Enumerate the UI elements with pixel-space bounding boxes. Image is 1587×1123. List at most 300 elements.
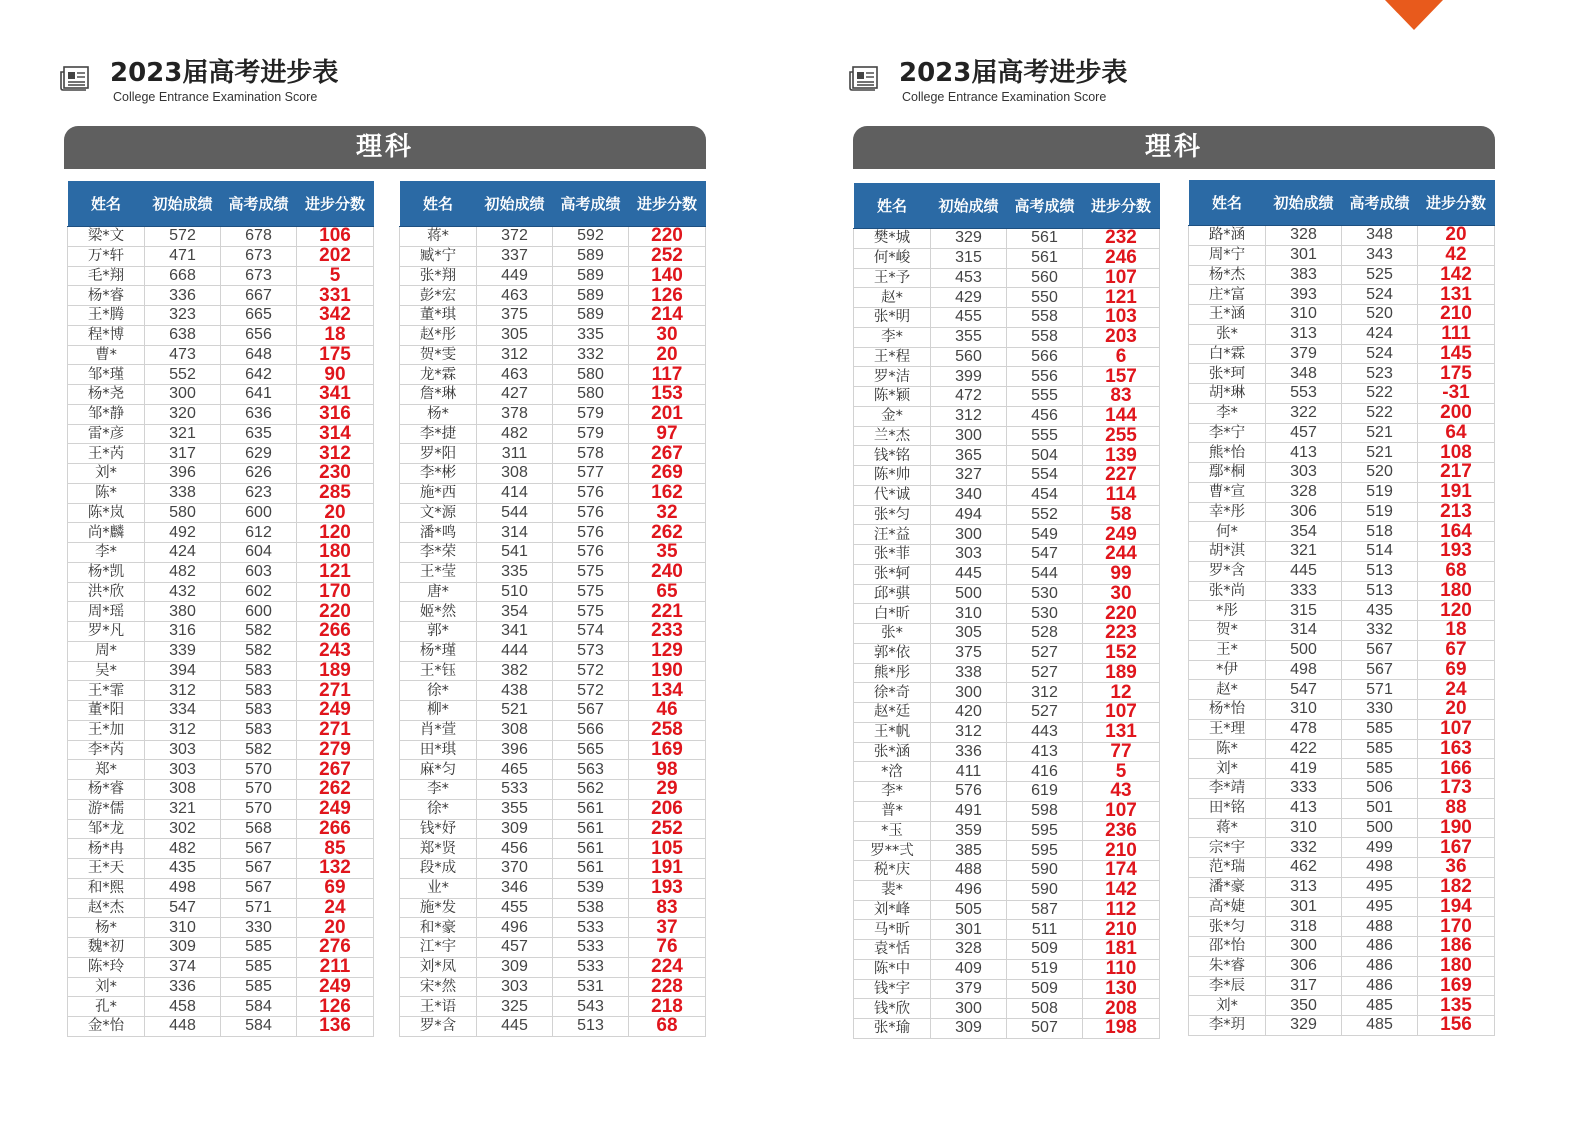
- exam-score: 580: [553, 365, 629, 385]
- exam-score: 648: [221, 345, 297, 365]
- table-row: [68, 543, 374, 563]
- table-row: [1189, 226, 1495, 246]
- table-row: [1189, 423, 1495, 443]
- exam-score: 508: [1007, 999, 1083, 1019]
- student-name: 杨*瑾: [400, 641, 477, 661]
- initial-score: 455: [477, 898, 553, 918]
- gain-score: 342: [297, 306, 374, 326]
- gain-score: 142: [1083, 880, 1160, 900]
- exam-score: 575: [553, 562, 629, 582]
- exam-score: 579: [553, 404, 629, 424]
- exam-score: 561: [1007, 248, 1083, 268]
- gain-score: 193: [1418, 542, 1495, 562]
- initial-score: 553: [1266, 384, 1342, 404]
- gain-score: 341: [297, 385, 374, 405]
- student-name: 白*霖: [1189, 344, 1266, 364]
- student-name: *浛: [854, 762, 931, 782]
- exam-score: 612: [221, 523, 297, 543]
- exam-score: 566: [553, 720, 629, 740]
- table-row: [68, 246, 374, 266]
- gain-score: 18: [1418, 621, 1495, 641]
- student-name: 李*辰: [1189, 976, 1266, 996]
- student-name: 刘*: [68, 464, 145, 484]
- exam-score: 574: [553, 622, 629, 642]
- student-name: 罗*洁: [854, 367, 931, 387]
- initial-score: 419: [1266, 759, 1342, 779]
- table-row: [1189, 779, 1495, 799]
- gain-score: 217: [1418, 463, 1495, 483]
- gain-score: 130: [1083, 979, 1160, 999]
- student-name: 杨*尧: [68, 385, 145, 405]
- gain-score: 144: [1083, 406, 1160, 426]
- exam-score: 519: [1342, 482, 1418, 502]
- initial-score: 393: [1266, 285, 1342, 305]
- gain-score: 46: [629, 701, 706, 721]
- initial-score: 313: [1266, 877, 1342, 897]
- initial-score: 500: [1266, 640, 1342, 660]
- gain-score: 244: [1083, 545, 1160, 565]
- initial-score: 365: [931, 446, 1007, 466]
- initial-score: 396: [477, 740, 553, 760]
- student-name: 王*天: [68, 859, 145, 879]
- gain-score: 132: [297, 859, 374, 879]
- table-row: [854, 722, 1160, 742]
- student-name: 洪*欣: [68, 582, 145, 602]
- exam-score: 533: [553, 957, 629, 977]
- student-name: 朱*睿: [1189, 956, 1266, 976]
- student-name: 刘*峰: [854, 900, 931, 920]
- initial-score: 348: [1266, 364, 1342, 384]
- table-row: [1189, 937, 1495, 957]
- initial-score: 312: [145, 681, 221, 701]
- initial-score: 427: [477, 385, 553, 405]
- gain-score: 266: [297, 819, 374, 839]
- document-icon: [60, 65, 90, 91]
- gain-score: 103: [1083, 308, 1160, 328]
- exam-score: 520: [1342, 305, 1418, 325]
- student-name: 何*峻: [854, 248, 931, 268]
- exam-score: 567: [221, 859, 297, 879]
- gain-score: 220: [1083, 604, 1160, 624]
- table-row: [68, 503, 374, 523]
- table-row: [854, 288, 1160, 308]
- initial-score: 374: [145, 957, 221, 977]
- student-name: 王*霏: [68, 681, 145, 701]
- initial-score: 457: [477, 938, 553, 958]
- gain-score: 108: [1418, 443, 1495, 463]
- exam-score: 509: [1007, 979, 1083, 999]
- table-row: [1189, 482, 1495, 502]
- exam-score: 561: [1007, 229, 1083, 249]
- table-row: [1189, 324, 1495, 344]
- student-name: 吴*: [68, 661, 145, 681]
- gain-score: 167: [1418, 838, 1495, 858]
- student-name: 白*昕: [854, 604, 931, 624]
- initial-score: 471: [145, 246, 221, 266]
- initial-score: 327: [931, 466, 1007, 486]
- table-row: [400, 641, 706, 661]
- exam-score: 563: [553, 760, 629, 780]
- initial-score: 339: [145, 641, 221, 661]
- exam-score: 530: [1007, 584, 1083, 604]
- table-row: [400, 306, 706, 326]
- exam-score: 576: [553, 483, 629, 503]
- exam-score: 595: [1007, 821, 1083, 841]
- initial-score: 552: [145, 365, 221, 385]
- initial-score: 338: [931, 663, 1007, 683]
- table-row: [400, 286, 706, 306]
- initial-score: 396: [145, 464, 221, 484]
- gain-score: 208: [1083, 999, 1160, 1019]
- initial-score: 310: [1266, 818, 1342, 838]
- exam-score: 566: [1007, 347, 1083, 367]
- student-name: 熊*彤: [854, 663, 931, 683]
- table-row: [400, 424, 706, 444]
- table-row: [68, 1017, 374, 1037]
- gain-score: 200: [1418, 403, 1495, 423]
- exam-score: 576: [553, 503, 629, 523]
- initial-score: 420: [931, 703, 1007, 723]
- student-name: 幸*彤: [1189, 502, 1266, 522]
- initial-score: 308: [477, 464, 553, 484]
- initial-score: 382: [477, 661, 553, 681]
- student-name: 杨*怡: [1189, 700, 1266, 720]
- exam-score: 600: [221, 602, 297, 622]
- gain-score: 193: [629, 878, 706, 898]
- table-row: [68, 681, 374, 701]
- exam-score: 522: [1342, 384, 1418, 404]
- table-row: [854, 229, 1160, 249]
- initial-score: 355: [931, 327, 1007, 347]
- initial-score: 341: [477, 622, 553, 642]
- exam-score: 604: [221, 543, 297, 563]
- exam-score: 525: [1342, 265, 1418, 285]
- student-name: 徐*: [400, 681, 477, 701]
- student-name: 张*明: [854, 308, 931, 328]
- exam-score: 518: [1342, 522, 1418, 542]
- student-name: 毛*翔: [68, 266, 145, 286]
- initial-score: 492: [145, 523, 221, 543]
- initial-score: 541: [477, 543, 553, 563]
- table-row: [68, 957, 374, 977]
- table-row: [400, 839, 706, 859]
- student-name: 胡*淇: [1189, 542, 1266, 562]
- gain-score: 169: [629, 740, 706, 760]
- gain-score: 117: [629, 365, 706, 385]
- table-row: [854, 999, 1160, 1019]
- table-row: [400, 325, 706, 345]
- initial-score: 458: [145, 997, 221, 1017]
- table-row: [400, 701, 706, 721]
- initial-score: 496: [931, 880, 1007, 900]
- exam-score: 565: [553, 740, 629, 760]
- gain-score: 24: [297, 898, 374, 918]
- gain-score: 32: [629, 503, 706, 523]
- gain-score: 107: [1083, 703, 1160, 723]
- gain-score: 249: [297, 701, 374, 721]
- student-name: 麻*匀: [400, 760, 477, 780]
- initial-score: 491: [931, 801, 1007, 821]
- exam-score: 567: [1342, 660, 1418, 680]
- table-row: [854, 446, 1160, 466]
- student-name: 钱*妤: [400, 819, 477, 839]
- initial-score: 300: [145, 385, 221, 405]
- gain-score: 266: [297, 622, 374, 642]
- gain-score: 6: [1083, 347, 1160, 367]
- student-name: 蒋*: [1189, 818, 1266, 838]
- gain-score: 90: [297, 365, 374, 385]
- gain-score: 213: [1418, 502, 1495, 522]
- initial-score: 482: [145, 839, 221, 859]
- initial-score: 301: [931, 920, 1007, 940]
- table-row: [1189, 384, 1495, 404]
- initial-score: 521: [477, 701, 553, 721]
- student-name: 陈*岚: [68, 503, 145, 523]
- gain-score: 68: [1418, 561, 1495, 581]
- exam-score: 570: [221, 760, 297, 780]
- initial-score: 413: [1266, 798, 1342, 818]
- table-row: [1189, 601, 1495, 621]
- exam-score: 549: [1007, 525, 1083, 545]
- table-row: [1189, 403, 1495, 423]
- student-name: 张*菲: [854, 545, 931, 565]
- gain-score: 314: [297, 424, 374, 444]
- gain-score: 30: [629, 325, 706, 345]
- student-name: 柳*: [400, 701, 477, 721]
- exam-score: 456: [1007, 406, 1083, 426]
- exam-score: 598: [1007, 801, 1083, 821]
- student-name: 何*: [1189, 522, 1266, 542]
- student-name: 孔*: [68, 997, 145, 1017]
- student-name: 袁*恬: [854, 940, 931, 960]
- exam-score: 567: [221, 878, 297, 898]
- table-row: [400, 918, 706, 938]
- table-row: [68, 582, 374, 602]
- student-name: 张*涵: [854, 742, 931, 762]
- gain-score: 276: [297, 938, 374, 958]
- student-name: 段*成: [400, 859, 477, 879]
- student-name: 张*轲: [854, 564, 931, 584]
- exam-score: 543: [553, 997, 629, 1017]
- exam-score: 454: [1007, 485, 1083, 505]
- exam-score: 533: [553, 918, 629, 938]
- gain-score: 191: [629, 859, 706, 879]
- exam-score: 590: [1007, 880, 1083, 900]
- initial-score: 394: [145, 661, 221, 681]
- table-row: [1189, 344, 1495, 364]
- initial-score: 411: [931, 762, 1007, 782]
- exam-score: 584: [221, 1017, 297, 1037]
- exam-score: 578: [553, 444, 629, 464]
- student-name: *彤: [1189, 601, 1266, 621]
- initial-score: 308: [477, 720, 553, 740]
- initial-score: 333: [1266, 779, 1342, 799]
- initial-score: 379: [931, 979, 1007, 999]
- gain-score: 175: [297, 345, 374, 365]
- gain-score: 210: [1083, 841, 1160, 861]
- gain-score: 97: [629, 424, 706, 444]
- gain-score: 252: [629, 819, 706, 839]
- page-title: 2023届高考进步表: [899, 58, 1128, 88]
- table-row: [400, 859, 706, 879]
- table-row: [854, 979, 1160, 999]
- exam-score: 528: [1007, 624, 1083, 644]
- student-name: 郭*依: [854, 643, 931, 663]
- student-name: 邹*瑾: [68, 365, 145, 385]
- gain-score: 24: [1418, 680, 1495, 700]
- table-row: [1189, 542, 1495, 562]
- table-row: [68, 385, 374, 405]
- initial-score: 500: [931, 584, 1007, 604]
- exam-score: 554: [1007, 466, 1083, 486]
- student-name: 和*豪: [400, 918, 477, 938]
- table-row: [854, 327, 1160, 347]
- initial-score: 309: [477, 957, 553, 977]
- initial-score: 300: [931, 999, 1007, 1019]
- initial-score: 321: [1266, 542, 1342, 562]
- table-header-row: [854, 183, 1160, 229]
- exam-score: 602: [221, 582, 297, 602]
- exam-score: 332: [553, 345, 629, 365]
- exam-score: 635: [221, 424, 297, 444]
- table-row: [854, 545, 1160, 565]
- initial-score: 336: [931, 742, 1007, 762]
- student-name: 张*珂: [1189, 364, 1266, 384]
- gain-score: 106: [297, 227, 374, 247]
- student-name: 詹*琳: [400, 385, 477, 405]
- initial-score: 379: [1266, 344, 1342, 364]
- exam-score: 583: [221, 720, 297, 740]
- student-name: 李*荣: [400, 543, 477, 563]
- initial-score: 329: [1266, 1016, 1342, 1036]
- table-row: [68, 878, 374, 898]
- table-row: [1189, 739, 1495, 759]
- gain-score: 5: [297, 266, 374, 286]
- initial-score: 312: [145, 720, 221, 740]
- gain-score: 5: [1083, 762, 1160, 782]
- initial-score: 463: [477, 365, 553, 385]
- initial-score: 312: [931, 722, 1007, 742]
- table-row: [1189, 917, 1495, 937]
- gain-score: 252: [629, 246, 706, 266]
- exam-score: 585: [1342, 719, 1418, 739]
- student-name: 潘*鸣: [400, 523, 477, 543]
- student-name: 樊*城: [854, 229, 931, 249]
- exam-score: 558: [1007, 308, 1083, 328]
- student-name: 鄢*桐: [1189, 463, 1266, 483]
- exam-score: 576: [553, 523, 629, 543]
- table-row: [68, 859, 374, 879]
- initial-score: 309: [145, 938, 221, 958]
- exam-score: 567: [1342, 640, 1418, 660]
- initial-score: 313: [1266, 324, 1342, 344]
- table-row: [68, 424, 374, 444]
- exam-score: 575: [553, 602, 629, 622]
- initial-score: 310: [931, 604, 1007, 624]
- exam-score: 571: [221, 898, 297, 918]
- student-name: 施*西: [400, 483, 477, 503]
- exam-score: 521: [1342, 443, 1418, 463]
- table-row: [68, 740, 374, 760]
- gain-score: 227: [1083, 466, 1160, 486]
- student-name: 宗*宇: [1189, 838, 1266, 858]
- initial-score: 413: [1266, 443, 1342, 463]
- gain-score: 249: [297, 799, 374, 819]
- exam-score: 562: [553, 780, 629, 800]
- table-row: [400, 799, 706, 819]
- gain-score: 162: [629, 483, 706, 503]
- student-name: 王*理: [1189, 719, 1266, 739]
- table-row: [68, 977, 374, 997]
- student-name: 代*诚: [854, 485, 931, 505]
- initial-score: 340: [931, 485, 1007, 505]
- table-row: [1189, 581, 1495, 601]
- table-row: [400, 622, 706, 642]
- initial-score: 533: [477, 780, 553, 800]
- gain-score: 163: [1418, 739, 1495, 759]
- table-row: [854, 525, 1160, 545]
- initial-score: 462: [1266, 858, 1342, 878]
- initial-score: 355: [477, 799, 553, 819]
- initial-score: 448: [145, 1017, 221, 1037]
- table-row: [854, 663, 1160, 683]
- gain-score: 221: [629, 602, 706, 622]
- student-name: 杨*凯: [68, 562, 145, 582]
- student-name: 张*: [854, 624, 931, 644]
- gain-score: 139: [1083, 446, 1160, 466]
- gain-score: 120: [297, 523, 374, 543]
- table-row: [1189, 443, 1495, 463]
- student-name: 杨*冉: [68, 839, 145, 859]
- gain-score: 186: [1418, 937, 1495, 957]
- table-row: [1189, 680, 1495, 700]
- table-row: [68, 286, 374, 306]
- gain-score: 58: [1083, 505, 1160, 525]
- exam-score: 330: [1342, 700, 1418, 720]
- header-initial-score: 初始成绩: [1266, 180, 1342, 226]
- exam-score: 575: [553, 582, 629, 602]
- subject-banner: 理科: [853, 126, 1495, 169]
- gain-score: 233: [629, 622, 706, 642]
- exam-score: 571: [1342, 680, 1418, 700]
- gain-score: 134: [629, 681, 706, 701]
- student-name: 张*匀: [1189, 917, 1266, 937]
- table-row: [400, 997, 706, 1017]
- gain-score: 198: [1083, 1019, 1160, 1039]
- exam-score: 641: [221, 385, 297, 405]
- initial-score: 302: [145, 819, 221, 839]
- table-row: [854, 801, 1160, 821]
- exam-score: 539: [553, 878, 629, 898]
- exam-score: 519: [1007, 959, 1083, 979]
- exam-score: 583: [221, 661, 297, 681]
- student-name: 李*: [68, 543, 145, 563]
- student-name: 钱*宇: [854, 979, 931, 999]
- exam-score: 527: [1007, 703, 1083, 723]
- table-row: [400, 404, 706, 424]
- table-row: [400, 938, 706, 958]
- table-row: [400, 266, 706, 286]
- table-row: [68, 444, 374, 464]
- student-name: 李*彬: [400, 464, 477, 484]
- table-row: [854, 880, 1160, 900]
- initial-score: 422: [1266, 739, 1342, 759]
- table-row: [68, 345, 374, 365]
- gain-score: 211: [297, 957, 374, 977]
- gain-score: 110: [1083, 959, 1160, 979]
- exam-score: 504: [1007, 446, 1083, 466]
- table-row: [400, 385, 706, 405]
